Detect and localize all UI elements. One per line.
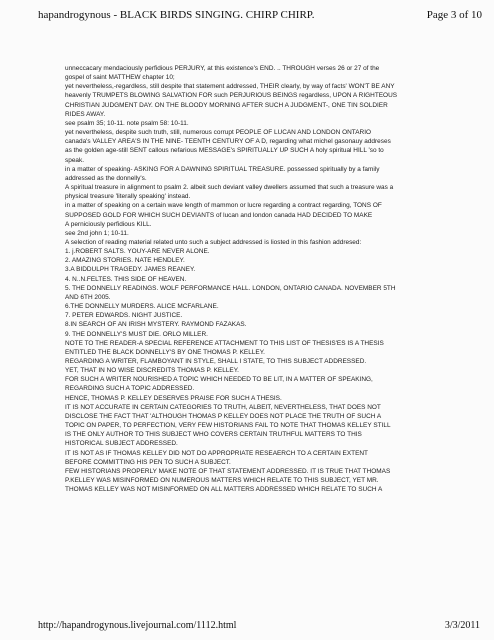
text-line: IT IS NOT AS IF THOMAS KELLEY DID NOT DO APPROPRIATE RESEAERCH TO A CERTAIN EXTENT: [65, 449, 368, 457]
document-body: [65, 64, 479, 494]
text-line: P.KELLEY WAS MISINFORMED ON NUMEROUS MATTERS WHICH RELATE TO THIS SUBJECT, YET MR.: [65, 477, 379, 485]
text-line: 3.A BIDDULPH TRAGEDY. JAMES REANEY.: [65, 266, 196, 274]
text-line: BEFORE COMMITTING HIS PEN TO SUCH A SUBJECT.: [65, 458, 231, 466]
text-line: 7. PETER EDWARDS. NIGHT JUSTICE.: [65, 312, 183, 320]
text-line: 8.IN SEARCH OF AN IRISH MYSTERY. RAYMOND FAZAKAS.: [65, 321, 247, 329]
text-line: 2. AMAZING STORIES. NATE HENDLEY.: [65, 257, 185, 265]
text-line: see 2nd john 1; 10-11.: [65, 229, 129, 237]
text-line: addressed as the donnelly's.: [65, 174, 147, 182]
text-line: AND 6TH 2005.: [65, 293, 111, 301]
text-line: 1. j.ROBERT SALTS. YOUY-ARE NEVER ALONE.: [65, 248, 210, 256]
text-line: canada's VALLEY AREA'S IN THE NINE- TEENTH CENTURY OF A D, regarding what michel gasonauy addreses: [65, 138, 391, 146]
text-line: see psalm 35; 10-11. note psalm 58: 10-11.: [65, 119, 189, 127]
text-line: REGARDING SUCH A TOPIC ADDRESSED.: [65, 385, 195, 393]
text-line: IT IS NOT ACCURATE IN CERTAIN CATEGORIES TO TRUTH, ALBEIT, NEVERTHELESS, THAT DOES NOT: [65, 403, 381, 411]
text-line: 6.THE DONNELLY MURDERS. ALICE MCFARLANE.: [65, 303, 219, 311]
page-header-title: hapandrogynous - BLACK BIRDS SINGING. CHIRP CHIRP.: [38, 9, 315, 21]
text-line: DISCLOSE THE FACT THAT 'ALTHOUGH THOMAS P KELLEY DOES NOT PLACE THE TRUTH OF SUCH A: [65, 412, 382, 420]
text-line: RIDES AWAY.: [65, 110, 106, 118]
text-line: heavenly TRUMPETS BLOWING SALVATION FOR such PERJURIOUS BEINGS regardless, UPON A RIGHTEOUS: [65, 92, 398, 100]
page-number: Page 3 of 10: [426, 9, 482, 21]
text-line: speak.: [65, 156, 85, 164]
text-line: A selection of reading material related unto such a subject addressed is liosted in this fashion addresed:: [65, 238, 362, 246]
text-line: in a matter of speaking- ASKING FOR A DAWNING SPIRITUAL TREASURE. possessed spiritually by a family: [65, 165, 380, 173]
text-line: 9. THE DONNELLY'S MUST DIE. ORLO MILLER.: [65, 330, 208, 338]
text-line: gospel of saint MATTHEW chapter 10;: [65, 74, 175, 82]
text-line: yet nevertheless,-regardless, still despite that statement addressed, THEIR clearly, by way of facts' WON'T BE ANY: [65, 83, 395, 91]
text-line: as the golden age-still SENT callous nefarious MESSAGE's SPIRITUALLY UP SUCH A holy spiritual HILL 'so to: [65, 147, 384, 155]
text-line: A spiritual treasure in alignment to psalm 2. albeit such deviant valley dwellers assumed that such a treasure was a: [65, 184, 394, 192]
text-line: TOPIC ON PAPER, TO PERFECTION, VERY FEW HISTORIANS FAIL TO NOTE THAT THOMAS KELLEY STILL: [65, 422, 391, 430]
text-line: ENTITLED THE BLACK DONNELLY'S BY ONE THOMAS P. KELLEY.: [65, 348, 265, 356]
text-line: CHRISTIAN JUDGMENT DAY. ON THE BLOODY MORNING AFTER SUCH A JUDGMENT-, ONE TIN SOLDIER: [65, 101, 388, 109]
text-line: A perniciously perfidious KILL.: [65, 220, 152, 228]
text-line: 5. THE DONNELLY READINGS. WOLF PERFORMANCE HALL. LONDON, ONTARIO CANADA. NOVEMBER 5TH: [65, 284, 396, 292]
text-line: THOMAS KELLEY WAS NOT MISINFORMED ON ALL MATTERS ADDRESSED WHICH RELATE TO SUCH A: [65, 486, 383, 494]
text-line: IS THE ONLY AUTHOR TO THIS SUBJECT WHO COVERS CERTAIN TRUTHFUL MATTERS TO THIS: [65, 431, 362, 439]
text-line: HENCE, THOMAS P. KELLEY DESERVES PRAISE FOR SUCH A THESIS.: [65, 394, 282, 402]
text-line: in a matter of speaking on a certain wave length of mammon or lucre regarding a contract regarding, TONS OF: [65, 202, 382, 210]
text-line: YET, THAT IN NO WISE DISCREDITS THOMAS P. KELLEY.: [65, 367, 239, 375]
text-line: NOTE TO THE READER-A SPECIAL REFERENCE ATTACHMENT TO THIS LIST OF THESIS'ES IS A THESIS: [65, 339, 384, 347]
text-line: 4. N..N.FELTES. THIS SIDE OF HEAVEN.: [65, 275, 187, 283]
text-line: REGARDING A WRITER, FLAMBOYANT IN STYLE, SHALL I STATE, TO THIS SUBJECT ADDRESSED.: [65, 358, 367, 365]
text-line: yet nevertheless, despite such truth, still, numerous corrupt PEOPLE OF LUCAN AND LONDON ONTARIO: [65, 129, 372, 137]
text-line: unneccacary mendaciously perfidious PERJURY, at this existence's END. .. THROUGH verses 26 or 27 of the: [65, 65, 380, 72]
text-line: SUPPOSED GOLD FOR WHICH SUCH DEVIANTS of lucan and london canada HAD DECIDED TO MAKE: [65, 211, 373, 219]
footer-date: 3/3/2011: [444, 620, 480, 631]
footer-url: http://hapandrogynous.livejournal.com/1112.html: [38, 620, 237, 631]
text-line: physical treasure 'literally speaking' instead.: [65, 193, 191, 201]
text-line: HISTORICAL SUBJECT ADDRESSED.: [65, 440, 178, 448]
text-line: FEW HISTORIANS PROPERLY MAKE NOTE OF THAT STATEMENT ADDRESSED. IT IS TRUE THAT THOMAS: [65, 467, 391, 475]
text-line: FOR SUCH A WRITER NOURISHED A TOPIC WHICH NEEDED TO BE LIT, IN A MATTER OF SPEAKING,: [65, 376, 373, 384]
